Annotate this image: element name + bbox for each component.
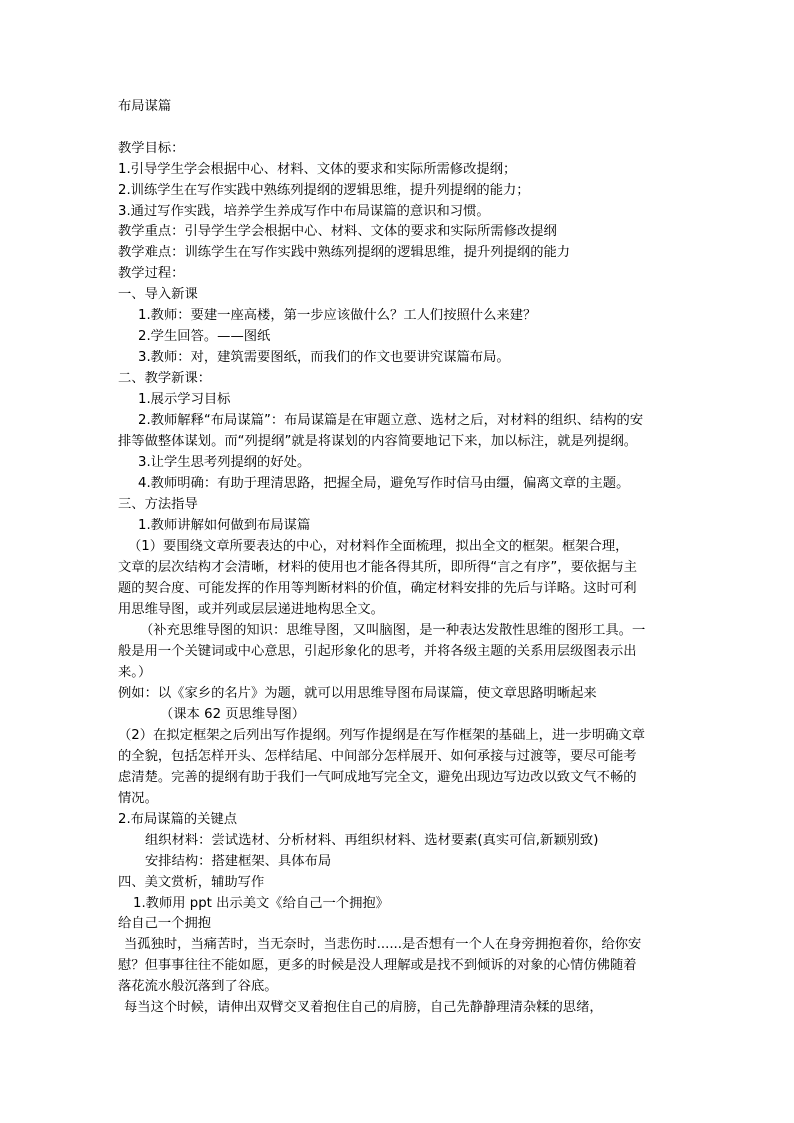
body-line: 用思维导图，或并列或层层递进地构思全文。 [118, 602, 384, 617]
body-line: 组织材料：尝试选材、分析材料、再组织材料、选材要素(真实可信,新颖别致) [145, 833, 599, 848]
part-heading: 一、导入新课 [118, 287, 198, 302]
body-line: 情况。 [118, 791, 158, 806]
essay-line: 每当这个时候，请伸出双臂交叉着抱住自己的肩膀，自己先静静理清杂糅的思绪， [124, 1000, 603, 1015]
example-line: 例如：以《家乡的名片》为题，就可以用思维导图布局谋篇，使文章思路明晰起来 [118, 686, 597, 701]
body-line: 2.学生回答。——图纸 [138, 329, 271, 344]
section-heading: 教学目标： [118, 141, 185, 156]
part-heading: 三、方法指导 [118, 497, 198, 512]
difficulty-line: 教学难点：训练学生在写作实践中熟练列提纲的逻辑思维，提升列提纲的能力 [118, 245, 571, 260]
objective-line: 2.训练学生在写作实践中熟练列提纲的逻辑思维，提升列提纲的能力； [118, 183, 530, 198]
objective-line: 1.引导学生学会根据中心、材料、文体的要求和实际所需修改提纲； [118, 162, 517, 177]
body-line: 2.布局谋篇的关键点 [118, 812, 238, 827]
body-line: 文章的层次结构才会清晰，材料的使用也才能各得其所，即所得“言之有序”，要依据与主 [118, 560, 638, 575]
body-line: 排等做整体谋划。而“列提纲”就是将谋划的内容简要地记下来，加以标注，就是列提纲。 [118, 434, 638, 449]
body-line: 3.教师：对，建筑需要图纸，而我们的作文也要讲究谋篇布局。 [138, 350, 510, 365]
body-line: （2）在拟定框架之后列出写作提纲。列写作提纲是在写作框架的基础上，进一步明确文章 [118, 728, 646, 743]
body-line: 4.教师明确：有助于理清思路，把握全局，避免写作时信马由缰，偏离文章的主题。 [138, 476, 630, 491]
objective-line: 3.通过写作实践，培养学生养成写作中布局谋篇的意识和习惯。 [118, 204, 490, 219]
body-line: 2.教师解释“布局谋篇”：布局谋篇是在审题立意、选材之后，对材料的组织、结构的安 [138, 413, 644, 428]
body-line: 来。） [118, 665, 152, 680]
body-line: （补充思维导图的知识：思维导图，又叫脑图，是一种表达发散性思维的图形工具。一 [140, 623, 646, 638]
essay-line: 当孤独时，当痛苦时，当无奈时，当悲伤时......是否想有一个人在身旁拥抱着你，给你安 [124, 937, 642, 952]
body-line: 般是用一个关键词或中心意思，引起形象化的思考，并将各级主题的关系用层级图表示出 [118, 644, 637, 659]
part-heading: 四、美文赏析，辅助写作 [118, 875, 265, 890]
body-line: 1.教师：要建一座高楼，第一步应该做什么？工人们按照什么来建？ [138, 308, 537, 323]
body-line: 3.让学生思考列提纲的好处。 [138, 455, 311, 470]
key-point-line: 教学重点：引导学生学会根据中心、材料、文体的要求和实际所需修改提纲 [118, 224, 557, 239]
essay-title: 给自己一个拥抱 [118, 916, 212, 931]
body-line: 安排结构：搭建框架、具体布局 [145, 854, 332, 869]
essay-line: 落花流水般沉落到了谷底。 [118, 979, 278, 994]
essay-line: 慰？但事事往往不能如愿，更多的时候是没人理解或是找不到倾诉的对象的心情仿佛随着 [118, 958, 637, 973]
body-line: 的全貌，包括怎样开头、怎样结尾、中间部分怎样展开、如何承接与过渡等，要尽可能考 [118, 749, 637, 764]
body-line: （1）要围绕文章所要表达的中心，对材料作全面梳理，拟出全文的框架。框架合理， [128, 539, 629, 554]
body-line: 虑清楚。完善的提纲有助于我们一气呵成地写完全文，避免出现边写边改以致文气不畅的 [118, 770, 637, 785]
document-title: 布局谋篇 [118, 99, 172, 114]
section-heading: 教学过程： [118, 266, 185, 281]
body-line: 1.教师讲解如何做到布局谋篇 [138, 518, 311, 533]
body-line: 1.教师用 ppt 出示美文《给自己一个拥抱》 [133, 896, 389, 911]
body-line: 1.展示学习目标 [138, 392, 231, 407]
part-heading: 二、教学新课： [118, 371, 212, 386]
example-note: （课本 62 页思维导图） [160, 707, 306, 722]
body-line: 题的契合度、可能发挥的作用等判断材料的价值，确定材料安排的先后与详略。这时可利 [118, 581, 637, 596]
